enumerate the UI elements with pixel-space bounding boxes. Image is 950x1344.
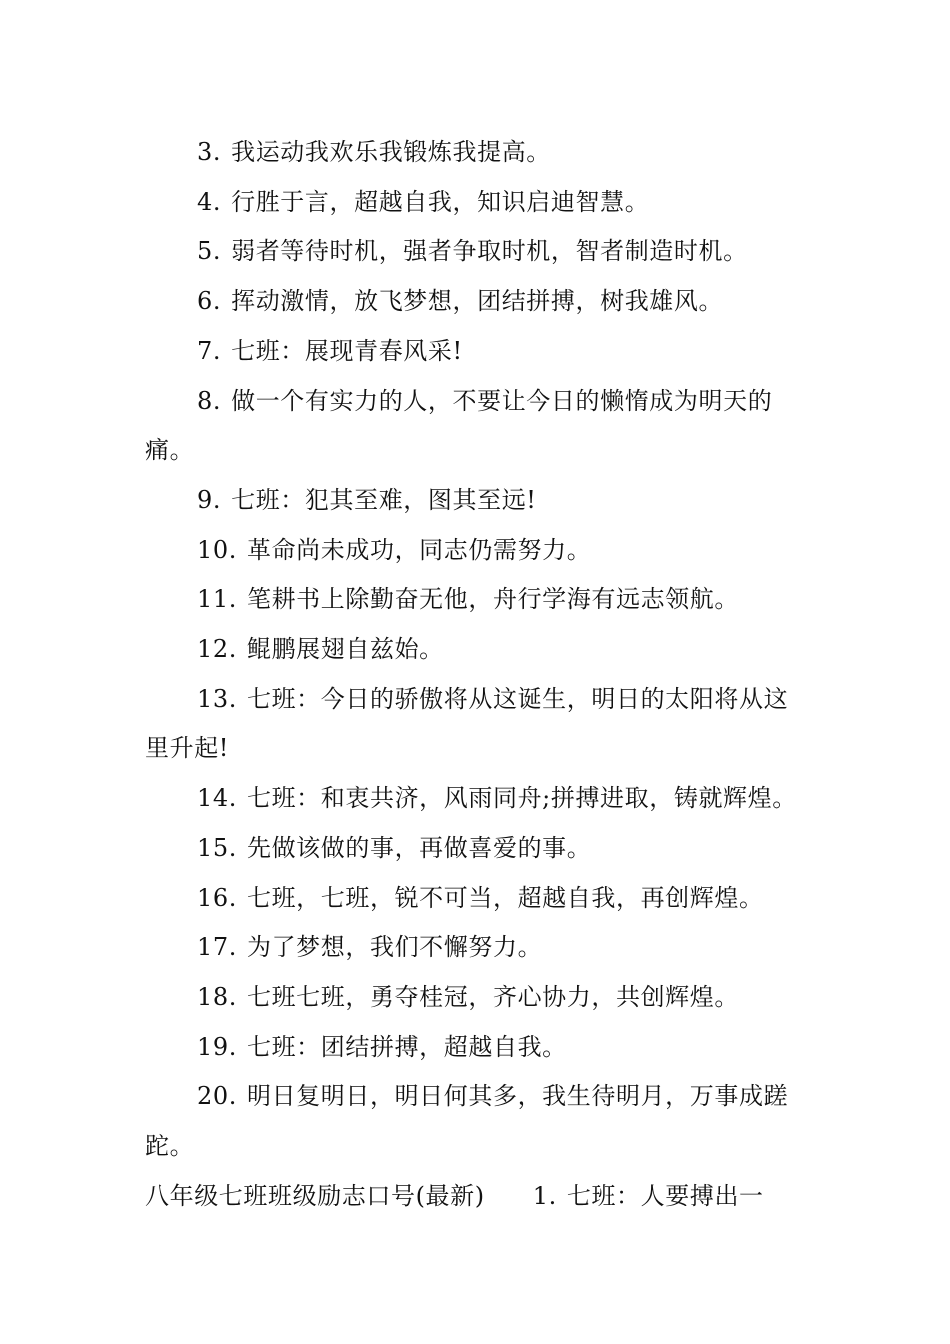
list-item xyxy=(145,1072,810,1171)
item-number: 18. xyxy=(197,982,237,1011)
list-item xyxy=(145,476,810,526)
list-item xyxy=(145,277,810,327)
item-text: 笔耕书上除勤奋无他，舟行学海有远志领航。 xyxy=(246,585,739,614)
item-number: 11. xyxy=(197,585,237,614)
list-item xyxy=(145,1023,810,1073)
item-text: 先做该做的事，再做喜爱的事。 xyxy=(246,833,592,862)
item-number: 10. xyxy=(197,535,237,564)
list-item xyxy=(145,675,810,774)
item-number: 15. xyxy=(197,833,237,862)
item-number: 19. xyxy=(197,1032,237,1061)
item-text: 挥动激情，放飞梦想，团结拼搏，树我雄风。 xyxy=(231,287,724,316)
list-item xyxy=(145,377,810,476)
item-number: 5. xyxy=(197,237,222,266)
item-text: 行胜于言，超越自我，知识启迪智慧。 xyxy=(231,187,650,216)
item-text: 鲲鹏展翅自兹始。 xyxy=(246,635,444,664)
item-text: 七班：和衷共济，风雨同舟;拼搏进取，铸就辉煌。 xyxy=(246,784,797,813)
list-item xyxy=(145,923,810,973)
item-number: 20. xyxy=(197,1082,237,1111)
item-text: 七班，七班，锐不可当，超越自我，再创辉煌。 xyxy=(246,883,764,912)
item-text: 做一个有实力的人，不要让今日的懒惰成为明天的痛。 xyxy=(145,386,773,465)
item-number: 1. xyxy=(532,1181,557,1210)
item-text: 为了梦想，我们不懈努力。 xyxy=(246,933,543,962)
item-number: 8. xyxy=(197,386,222,415)
section-heading-line xyxy=(145,1172,810,1222)
list-item xyxy=(145,327,810,377)
document-body xyxy=(145,128,810,1221)
item-number: 16. xyxy=(197,883,237,912)
item-number: 17. xyxy=(197,933,237,962)
item-text: 七班：人要搏出一 xyxy=(566,1181,764,1210)
item-number: 6. xyxy=(197,287,222,316)
item-number: 7. xyxy=(197,336,222,365)
item-text: 七班：展现青春风采! xyxy=(231,336,463,365)
list-item xyxy=(145,824,810,874)
list-item xyxy=(145,575,810,625)
item-number: 4. xyxy=(197,187,222,216)
item-number: 12. xyxy=(197,635,237,664)
item-number: 14. xyxy=(197,784,237,813)
list-item xyxy=(145,973,810,1023)
item-text: 我运动我欢乐我锻炼我提高。 xyxy=(231,138,551,166)
item-text: 革命尚未成功，同志仍需努力。 xyxy=(246,535,592,564)
item-number: 9. xyxy=(197,485,222,514)
list-item xyxy=(145,625,810,675)
list-item xyxy=(145,874,810,924)
list-item xyxy=(145,178,810,228)
item-number: 13. xyxy=(197,684,237,713)
list-item xyxy=(145,227,810,277)
item-text: 弱者等待时机，强者争取时机，智者制造时机。 xyxy=(231,237,748,266)
item-text: 七班：团结拼搏，超越自我。 xyxy=(246,1032,567,1061)
item-text: 七班七班，勇夺桂冠，齐心协力，共创辉煌。 xyxy=(246,982,739,1011)
list-item xyxy=(145,774,810,824)
item-number: 3. xyxy=(197,138,222,166)
item-text: 明日复明日，明日何其多，我生待明月，万事成蹉跎。 xyxy=(145,1082,789,1161)
list-item xyxy=(145,128,810,178)
section-heading: 八年级七班班级励志口号(最新) xyxy=(145,1181,485,1210)
item-text: 七班：犯其至难，图其至远! xyxy=(231,485,537,514)
item-text: 七班：今日的骄傲将从这诞生，明日的太阳将从这里升起! xyxy=(145,684,789,763)
list-item xyxy=(145,526,810,576)
